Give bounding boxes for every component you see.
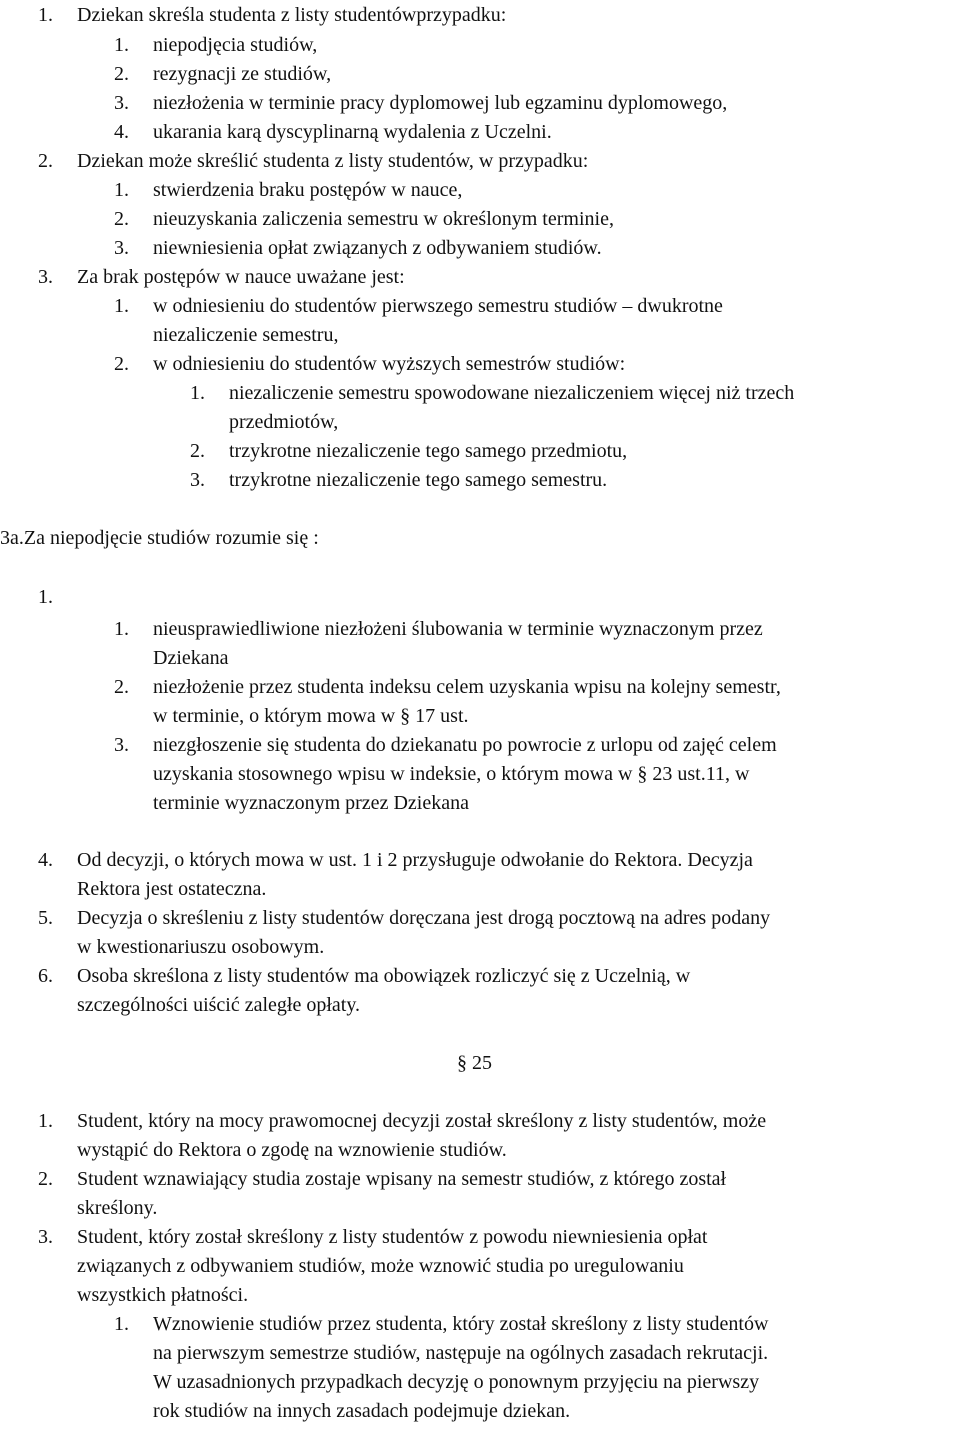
paragraph-text: Student wznawiający studia zostaje wpisany na semestr studiów, z którego został	[77, 1168, 727, 1190]
list-item-text: niezaliczenie semestru,	[153, 324, 339, 346]
list-item-text: niezaliczenie semestru spowodowane niezaliczeniem więcej niż trzech	[229, 382, 795, 404]
list-number: 3.	[114, 734, 129, 756]
list-number: 4.	[38, 849, 53, 871]
list-number: 2.	[114, 208, 129, 230]
list-item-text: terminie wyznaczonym przez Dziekana	[153, 792, 469, 814]
paragraph-text: Dziekan skreśla studenta z listy studentówprzypadku:	[77, 4, 507, 26]
list-number: 2.	[114, 353, 129, 375]
list-item-text: w odniesieniu do studentów wyższych semestrów studiów:	[153, 353, 626, 375]
paragraph-text: w kwestionariuszu osobowym.	[77, 936, 325, 958]
section-heading: 3a.Za niepodjęcie studiów rozumie się :	[0, 527, 319, 549]
list-item-text: trzykrotne niezaliczenie tego samego przedmiotu,	[229, 440, 628, 462]
list-number: 1.	[114, 1313, 129, 1335]
paragraph-text: wystąpić do Rektora o zgodę na wznowienie studiów.	[77, 1139, 507, 1161]
list-number: 3.	[38, 1226, 53, 1248]
list-item-text: ukarania karą dyscyplinarną wydalenia z Uczelni.	[153, 121, 552, 143]
list-number: 2.	[38, 150, 53, 172]
list-number: 1.	[114, 295, 129, 317]
paragraph-text: Osoba skreślona z listy studentów ma obowiązek rozliczyć się z Uczelnią, w	[77, 965, 691, 987]
list-number: 2.	[114, 676, 129, 698]
list-item-text: rok studiów na innych zasadach podejmuje dziekan.	[153, 1400, 571, 1422]
list-item-text: Wznowienie studiów przez studenta, który został skreślony z listy studentów	[153, 1313, 769, 1335]
paragraph-text: Decyzja o skreśleniu z listy studentów doręczana jest drogą pocztową na adres podany	[77, 907, 771, 929]
list-item-text: niepodjęcia studiów,	[153, 34, 318, 56]
list-number: 2.	[38, 1168, 53, 1190]
list-item-text: Dziekana	[153, 647, 229, 669]
list-item-text: na pierwszym semestrze studiów, następuje na ogólnych zasadach rekrutacji.	[153, 1342, 769, 1364]
paragraph-text: Od decyzji, o których mowa w ust. 1 i 2 przysługuje odwołanie do Rektora. Decyzja	[77, 849, 753, 871]
list-item-text: przedmiotów,	[229, 411, 339, 433]
list-number: 6.	[38, 965, 53, 987]
list-item-text: w odniesieniu do studentów pierwszego semestru studiów – dwukrotne	[153, 295, 723, 317]
list-number: 3.	[38, 266, 53, 288]
paragraph-text: Za brak postępów w nauce uważane jest:	[77, 266, 405, 288]
list-number: 2.	[190, 440, 205, 462]
list-number: 3.	[114, 237, 129, 259]
list-number: 2.	[114, 63, 129, 85]
list-number: 1.	[190, 382, 205, 404]
list-item-text: niezgłoszenie się studenta do dziekanatu po powrocie z urlopu od zajęć celem	[153, 734, 777, 756]
paragraph-text: Dziekan może skreślić studenta z listy studentów, w przypadku:	[77, 150, 589, 172]
paragraph-text: Student, który na mocy prawomocnej decyzji został skreślony z listy studentów, może	[77, 1110, 767, 1132]
list-item-text: niewniesienia opłat związanych z odbywaniem studiów.	[153, 237, 602, 259]
paragraph-text: wszystkich płatności.	[77, 1284, 249, 1306]
list-item-text: rezygnacji ze studiów,	[153, 63, 332, 85]
list-number: 1.	[38, 586, 53, 608]
paragraph-sign-heading: § 25	[457, 1052, 492, 1074]
list-number: 4.	[114, 121, 129, 143]
paragraph-text: związanych z odbywaniem studiów, może wznowić studia po uregulowaniu	[77, 1255, 684, 1277]
list-number: 1.	[38, 1110, 53, 1132]
list-item-text: niezłożenia w terminie pracy dyplomowej lub egzaminu dyplomowego,	[153, 92, 728, 114]
list-number: 1.	[114, 618, 129, 640]
list-number: 1.	[114, 179, 129, 201]
list-number: 5.	[38, 907, 53, 929]
list-item-text: nieuzyskania zaliczenia semestru w określonym terminie,	[153, 208, 614, 230]
list-number: 3.	[190, 469, 205, 491]
list-number: 1.	[114, 34, 129, 56]
list-item-text: uzyskania stosownego wpisu w indeksie, o którym mowa w § 23 ust.11, w	[153, 763, 750, 785]
paragraph-text: Rektora jest ostateczna.	[77, 878, 267, 900]
list-item-text: W uzasadnionych przypadkach decyzję o ponownym przyjęciu na pierwszy	[153, 1371, 760, 1393]
paragraph-text: szczególności uiścić zaległe opłaty.	[77, 994, 361, 1016]
paragraph-text: skreślony.	[77, 1197, 158, 1219]
list-item-text: stwierdzenia braku postępów w nauce,	[153, 179, 463, 201]
list-item-text: nieusprawiedliwione niezłożeni ślubowania w terminie wyznaczonym przez	[153, 618, 763, 640]
list-item-text: trzykrotne niezaliczenie tego samego semestru.	[229, 469, 608, 491]
list-number: 1.	[38, 4, 53, 26]
paragraph-text: Student, który został skreślony z listy studentów z powodu niewniesienia opłat	[77, 1226, 708, 1248]
list-item-text: w terminie, o którym mowa w § 17 ust.	[153, 705, 469, 727]
list-item-text: niezłożenie przez studenta indeksu celem uzyskania wpisu na kolejny semestr,	[153, 676, 781, 698]
list-number: 3.	[114, 92, 129, 114]
